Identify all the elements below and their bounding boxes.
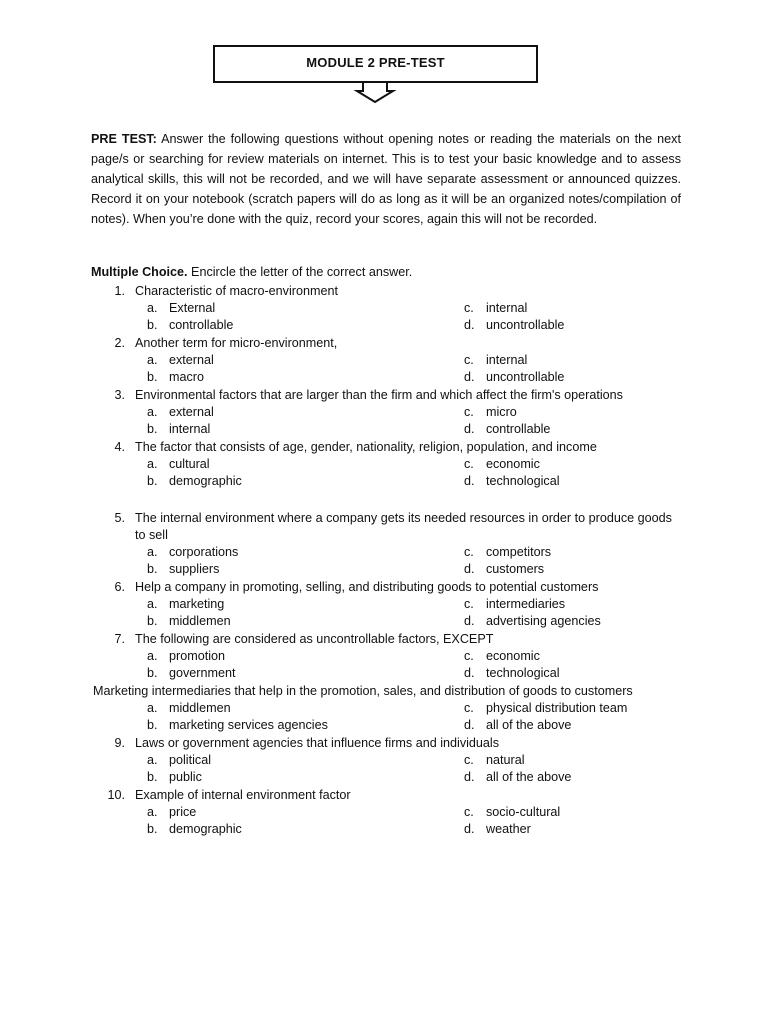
option-label: macro xyxy=(169,370,204,384)
title-banner xyxy=(213,45,538,103)
question-number: 9. xyxy=(114,736,125,750)
question-number: 2. xyxy=(114,336,125,350)
question-number: 4. xyxy=(114,440,125,454)
option-letter: d. xyxy=(464,822,475,836)
option-letter: a. xyxy=(147,597,158,611)
question-number: 7. xyxy=(114,632,125,646)
option-letter: a. xyxy=(147,545,158,559)
option-label: competitors xyxy=(486,545,552,559)
option-letter: c. xyxy=(464,405,474,419)
option-label: suppliers xyxy=(169,562,220,576)
option-letter: b. xyxy=(147,770,158,784)
option-letter: d. xyxy=(464,370,475,384)
intro-text: Answer the following questions without opening notes or reading the materials on the next page/s or searching for review materials on internet. This is to test your basic knowledge and to assess analytical skills, this will not be recorded, and we will have separate assessment or announced quizzes. Record it on your notebook (scratch papers will do as long as it will be an organized notes/compilation of notes). When you’re done with the quiz, record your scores, again this will not be recorded. xyxy=(91,132,681,226)
option-label: middlemen xyxy=(169,614,231,628)
option-label: uncontrollable xyxy=(486,318,565,332)
option-label: natural xyxy=(486,753,525,767)
multiple-choice-label: Multiple Choice. xyxy=(91,265,188,279)
option-label: internal xyxy=(169,422,211,436)
option-label: government xyxy=(169,666,236,680)
option-label: advertising agencies xyxy=(486,614,601,628)
option-letter: a. xyxy=(147,353,158,367)
option-letter: b. xyxy=(147,370,158,384)
question-text: The internal environment where a company gets its needed resources in order to produce goods to sell xyxy=(135,511,672,542)
question-text: Example of internal environment factor xyxy=(135,788,351,802)
option-label: External xyxy=(169,301,216,315)
option-letter: c. xyxy=(464,457,474,471)
option-label: socio-cultural xyxy=(486,805,561,819)
option-label: economic xyxy=(486,649,540,663)
multiple-choice-instruction: Encircle the letter of the correct answer. xyxy=(187,265,413,279)
option-letter: c. xyxy=(464,753,474,767)
intro-paragraph xyxy=(91,129,681,229)
option-label: customers xyxy=(486,562,545,576)
question-number: 3. xyxy=(114,388,125,402)
option-label: all of the above xyxy=(486,770,572,784)
option-letter: a. xyxy=(147,753,158,767)
question-text: Marketing intermediaries that help in the promotion, sales, and distribution of goods to customers xyxy=(93,684,633,698)
option-label: cultural xyxy=(169,457,210,471)
option-letter: a. xyxy=(147,405,158,419)
option-label: marketing xyxy=(169,597,225,611)
option-label: political xyxy=(169,753,211,767)
option-label: physical distribution team xyxy=(486,701,628,715)
option-label: internal xyxy=(486,353,528,367)
option-label: marketing services agencies xyxy=(169,718,328,732)
option-label: technological xyxy=(486,474,560,488)
option-letter: d. xyxy=(464,474,475,488)
option-letter: c. xyxy=(464,701,474,715)
option-label: all of the above xyxy=(486,718,572,732)
option-label: uncontrollable xyxy=(486,370,565,384)
option-letter: a. xyxy=(147,649,158,663)
option-letter: c. xyxy=(464,649,474,663)
option-letter: b. xyxy=(147,614,158,628)
question-text: The following are considered as uncontrollable factors, EXCEPT xyxy=(135,632,494,646)
option-label: public xyxy=(169,770,202,784)
option-letter: a. xyxy=(147,701,158,715)
option-letter: b. xyxy=(147,474,158,488)
option-letter: d. xyxy=(464,562,475,576)
page-title: MODULE 2 PRE-TEST xyxy=(306,55,445,70)
option-letter: b. xyxy=(147,666,158,680)
option-label: intermediaries xyxy=(486,597,566,611)
question-text: Laws or government agencies that influence firms and individuals xyxy=(135,736,500,750)
option-letter: a. xyxy=(147,457,158,471)
option-letter: b. xyxy=(147,318,158,332)
multiple-choice-heading xyxy=(91,265,412,279)
option-letter: b. xyxy=(147,562,158,576)
option-label: economic xyxy=(486,457,540,471)
option-letter: c. xyxy=(464,545,474,559)
banner-arrow-icon xyxy=(213,45,538,103)
option-letter: a. xyxy=(147,301,158,315)
option-letter: d. xyxy=(464,422,475,436)
option-letter: b. xyxy=(147,718,158,732)
option-label: controllable xyxy=(169,318,234,332)
question-number: 6. xyxy=(114,580,125,594)
option-label: controllable xyxy=(486,422,551,436)
question-text: Help a company in promoting, selling, and distributing goods to potential customers xyxy=(135,580,599,594)
question-number: 5. xyxy=(114,511,125,525)
option-letter: d. xyxy=(464,318,475,332)
option-label: demographic xyxy=(169,822,242,836)
option-label: corporations xyxy=(169,545,239,559)
option-label: external xyxy=(169,405,214,419)
option-letter: c. xyxy=(464,301,474,315)
option-letter: d. xyxy=(464,770,475,784)
option-label: promotion xyxy=(169,649,226,663)
option-label: price xyxy=(169,805,197,819)
option-letter: b. xyxy=(147,822,158,836)
option-letter: d. xyxy=(464,614,475,628)
option-label: technological xyxy=(486,666,560,680)
intro-label: PRE TEST: xyxy=(91,132,157,146)
question-text: The factor that consists of age, gender, nationality, religion, population, and income xyxy=(135,440,597,454)
option-letter: c. xyxy=(464,805,474,819)
option-letter: d. xyxy=(464,666,475,680)
question-number: 10. xyxy=(107,788,125,802)
option-label: weather xyxy=(486,822,531,836)
question-text: Characteristic of macro-environment xyxy=(135,284,338,298)
option-label: micro xyxy=(486,405,517,419)
option-label: external xyxy=(169,353,214,367)
question-text: Another term for micro-environment, xyxy=(135,336,338,350)
option-label: demographic xyxy=(169,474,242,488)
option-letter: b. xyxy=(147,422,158,436)
option-label: middlemen xyxy=(169,701,231,715)
option-letter: c. xyxy=(464,597,474,611)
option-letter: a. xyxy=(147,805,158,819)
question-text: Environmental factors that are larger than the firm and which affect the firm's operations xyxy=(135,388,623,402)
option-letter: d. xyxy=(464,718,475,732)
question-number: 1. xyxy=(114,284,125,298)
option-label: internal xyxy=(486,301,528,315)
option-letter: c. xyxy=(464,353,474,367)
